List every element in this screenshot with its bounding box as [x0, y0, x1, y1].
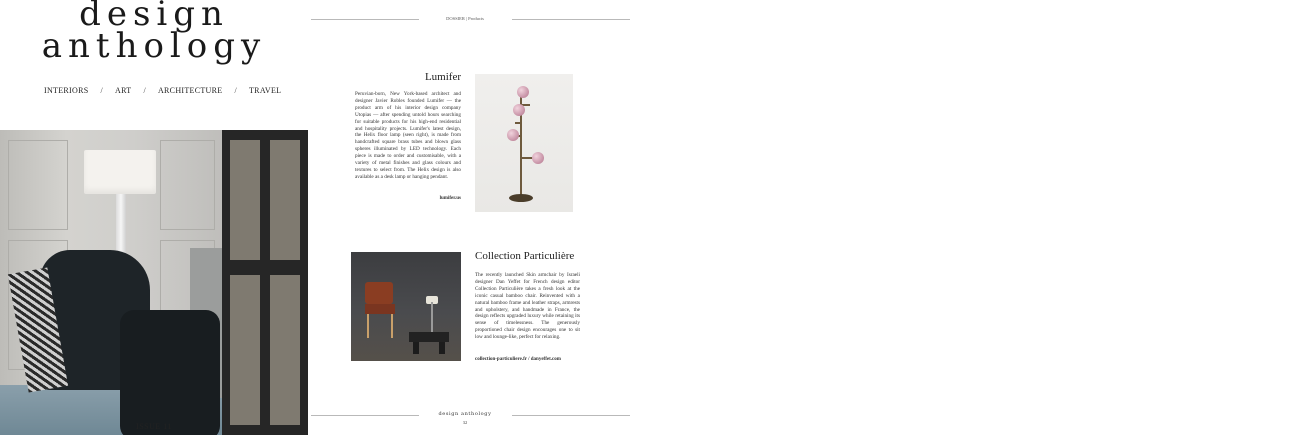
- nav-item-architecture[interactable]: ARCHITECTURE: [157, 86, 223, 95]
- nav-separator: /: [100, 86, 104, 95]
- issue-label: ISSUE 11: [136, 422, 172, 431]
- section-header: DOSSIER | Products: [446, 16, 484, 21]
- nav-item-art[interactable]: ART: [115, 86, 132, 95]
- footer-rule-left: [311, 415, 419, 416]
- skin-armchair-photo: [351, 252, 461, 361]
- footer-brand: design anthology: [438, 411, 492, 417]
- logo-line-2: anthology: [41, 26, 267, 66]
- header-rule-right: [512, 19, 630, 20]
- glass-screen: [222, 130, 308, 435]
- floor-lamp-shade: [84, 150, 156, 194]
- nav-separator: /: [143, 86, 146, 95]
- nav-separator: /: [234, 86, 237, 95]
- cover-photo: [0, 130, 308, 435]
- article-title-lumifer: Lumifer: [424, 71, 461, 83]
- article-link-lumifer[interactable]: lumifer.us: [439, 196, 461, 201]
- nav-item-travel[interactable]: TRAVEL: [249, 86, 282, 95]
- cover-nav: [44, 86, 281, 95]
- article-link-collection-particuliere[interactable]: collection-particuliere.fr / danyeffet.com: [475, 357, 561, 362]
- helix-lamp-photo: [475, 74, 573, 212]
- nav-item-interiors[interactable]: INTERIORS: [44, 86, 89, 95]
- footer-rule-right: [512, 415, 630, 416]
- header-rule-left: [311, 19, 419, 20]
- logo-line-1: design: [79, 0, 229, 34]
- magazine-cover: [0, 0, 308, 435]
- article-title-collection-particuliere: Collection Particulière: [475, 250, 575, 262]
- article-body-lumifer: Peruvian-born, New York-based architect and designer Javier Robles founded Lumifer — the product arm of his interior design company Utopias — after spending untold hours searching for suitable products for his high-end residential and hospitality projects. Lumifer's latest design, the Helix floor lamp (seen right), is made from handcrafted square brass tubes and blown glass spheres illuminated by LED technology. Each piece is made to order and customisable, with a variety of metal finishes and glass colours and textures to select from. The Helix design is also available as a desk lamp or hanging pendant.: [355, 91, 461, 180]
- armchair-arm: [120, 310, 220, 435]
- page-number: 32: [462, 420, 468, 425]
- article-body-collection-particuliere: The recently launched Skin armchair by Israeli designer Dan Yeffet for French design editor Collection Particulière takes a fresh look at the iconic casual bamboo chair. Reinvented with a natural bamboo frame and leather straps, armrests and upholstery, and handmade in France, the design reflects upgraded luxury while retaining its sense of timelessness. The generously proportioned chair design encourages one to sit low and lounge-like, perfect for relaxing.: [475, 272, 580, 341]
